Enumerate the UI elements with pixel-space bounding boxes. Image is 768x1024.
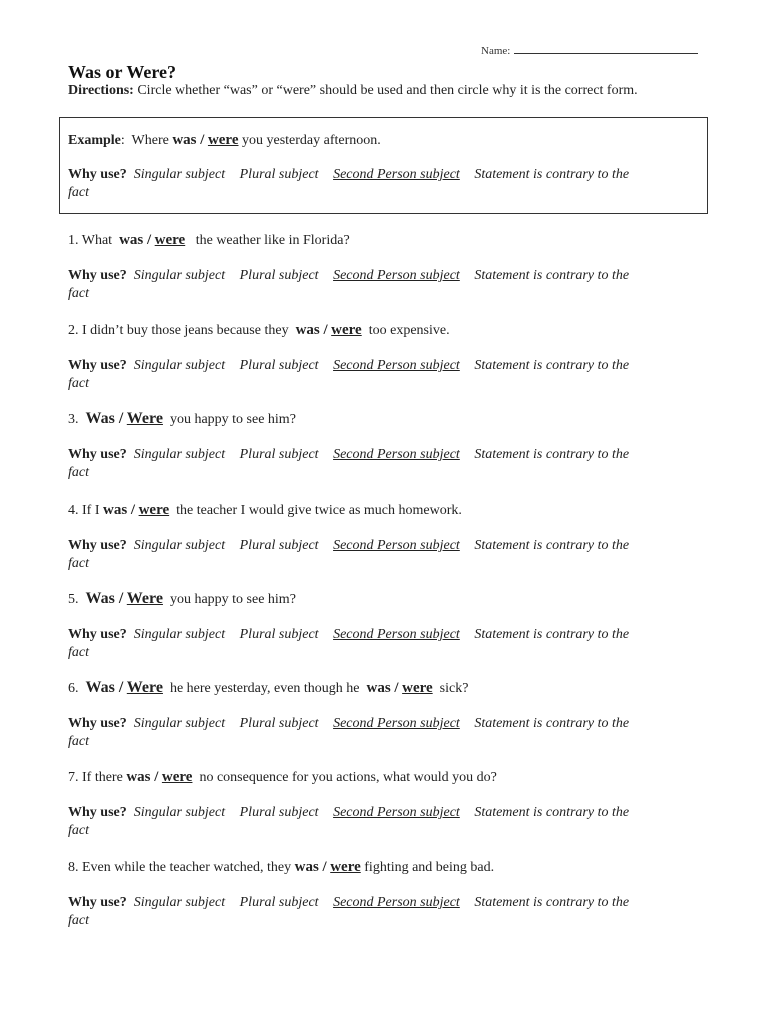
option-contrary-to-fact[interactable]: Statement is contrary to the fact xyxy=(68,627,630,660)
option-singular-subject[interactable]: Singular subject xyxy=(133,358,226,373)
question-text: 4. If I xyxy=(68,503,100,518)
were-choice[interactable]: Were xyxy=(126,590,163,607)
question-text: he here yesterday, even though he xyxy=(169,681,360,696)
why-use-label: Why use? xyxy=(68,447,127,462)
name-blank-line[interactable] xyxy=(514,44,698,54)
example-was-choice[interactable]: was / xyxy=(172,132,205,148)
was-choice[interactable]: was / xyxy=(103,502,136,518)
were-choice[interactable]: Were xyxy=(126,679,163,696)
was-choice-2[interactable]: was / xyxy=(366,680,399,696)
question-4 xyxy=(68,502,462,519)
directions-text: Circle whether “was” or “were” should be used and then circle why it is the correct form. xyxy=(137,83,638,98)
example-post: you yesterday afternoon. xyxy=(241,133,381,148)
was-choice[interactable]: was / xyxy=(294,859,327,875)
was-choice[interactable]: was / xyxy=(295,322,328,338)
question-5 xyxy=(68,590,296,608)
example-sentence: Example: Where was / were you yesterday afternoon. xyxy=(68,132,381,148)
question-text: you happy to see him? xyxy=(169,592,296,607)
were-choice[interactable]: were xyxy=(331,322,362,338)
why-use-label: Why use? xyxy=(68,895,127,910)
option-second-person-subject[interactable]: Second Person subject xyxy=(333,716,460,731)
option-plural-subject[interactable]: Plural subject xyxy=(239,716,319,731)
page-title: Was or Were? xyxy=(68,62,176,82)
why-use-label: Why use? xyxy=(68,268,127,283)
why-use-label: Why use? xyxy=(68,358,127,373)
were-choice[interactable]: Were xyxy=(126,410,163,427)
why-use-4 xyxy=(68,537,688,573)
was-choice[interactable]: Was / xyxy=(85,590,124,607)
option-contrary-to-fact[interactable]: Statement is contrary to the fact xyxy=(68,805,630,838)
name-label: Name: xyxy=(481,45,511,57)
were-choice[interactable]: were xyxy=(154,232,186,248)
why-use-8 xyxy=(68,894,688,930)
were-choice[interactable]: were xyxy=(330,859,361,875)
directions-label: Directions: xyxy=(68,83,134,98)
option-second-person-subject[interactable]: Second Person subject xyxy=(333,627,460,642)
was-choice[interactable]: was / xyxy=(126,769,159,785)
option-plural-subject[interactable]: Plural subject xyxy=(239,167,319,182)
directions xyxy=(68,83,638,99)
option-plural-subject[interactable]: Plural subject xyxy=(239,805,319,820)
why-use-label: Why use? xyxy=(68,627,127,642)
question-text: no consequence for you actions, what would you do? xyxy=(199,770,497,785)
why-use-label: Why use? xyxy=(68,716,127,731)
question-text: 6. xyxy=(68,681,79,696)
why-use-5 xyxy=(68,626,688,662)
why-use-6 xyxy=(68,715,688,751)
option-second-person-subject[interactable]: Second Person subject xyxy=(333,167,460,182)
example-were-choice[interactable]: were xyxy=(207,132,239,148)
example-label: Example xyxy=(68,133,121,148)
were-choice[interactable]: were xyxy=(138,502,170,518)
option-singular-subject[interactable]: Singular subject xyxy=(133,268,226,283)
option-contrary-to-fact[interactable]: Statement is contrary to the fact xyxy=(68,358,630,391)
option-contrary-to-fact[interactable]: Statement is contrary to the fact xyxy=(68,538,630,571)
option-second-person-subject[interactable]: Second Person subject xyxy=(333,805,460,820)
option-plural-subject[interactable]: Plural subject xyxy=(239,627,319,642)
was-choice[interactable]: Was / xyxy=(85,679,124,696)
question-text: 7. If there xyxy=(68,770,123,785)
option-second-person-subject[interactable]: Second Person subject xyxy=(333,268,460,283)
was-choice[interactable]: was / xyxy=(119,232,152,248)
were-choice[interactable]: were xyxy=(161,769,193,785)
option-plural-subject[interactable]: Plural subject xyxy=(239,268,319,283)
question-1 xyxy=(68,232,350,249)
why-use-label: Why use? xyxy=(68,538,127,553)
example-pre: Where xyxy=(131,133,169,148)
option-second-person-subject[interactable]: Second Person subject xyxy=(333,358,460,373)
option-second-person-subject[interactable]: Second Person subject xyxy=(333,538,460,553)
option-contrary-to-fact[interactable]: Statement is contrary to the fact xyxy=(68,447,630,480)
question-text: 8. Even while the teacher watched, they xyxy=(68,860,292,875)
why-use-label: Why use? xyxy=(68,805,127,820)
question-text: sick? xyxy=(439,681,469,696)
option-plural-subject[interactable]: Plural subject xyxy=(239,447,319,462)
option-second-person-subject[interactable]: Second Person subject xyxy=(333,447,460,462)
question-8 xyxy=(68,859,494,876)
option-singular-subject[interactable]: Singular subject xyxy=(133,716,226,731)
option-plural-subject[interactable]: Plural subject xyxy=(239,358,319,373)
why-use-3 xyxy=(68,446,688,482)
option-singular-subject[interactable]: Singular subject xyxy=(133,805,226,820)
option-contrary-to-fact[interactable]: Statement is contrary to the fact xyxy=(68,895,630,928)
question-text: the weather like in Florida? xyxy=(195,233,350,248)
option-singular-subject[interactable]: Singular subject xyxy=(133,627,226,642)
were-choice-2[interactable]: were xyxy=(402,680,433,696)
question-7 xyxy=(68,769,497,786)
question-text: 2. I didn’t buy those jeans because they xyxy=(68,323,289,338)
question-6 xyxy=(68,679,468,697)
option-second-person-subject[interactable]: Second Person subject xyxy=(333,895,460,910)
option-plural-subject[interactable]: Plural subject xyxy=(239,538,319,553)
option-plural-subject[interactable]: Plural subject xyxy=(239,895,319,910)
question-text: too expensive. xyxy=(368,323,450,338)
question-text: 3. xyxy=(68,412,79,427)
question-text: 5. xyxy=(68,592,79,607)
why-use-label: Why use? xyxy=(68,167,127,182)
was-choice[interactable]: Was / xyxy=(85,410,124,427)
example-why-use xyxy=(68,166,688,202)
question-2 xyxy=(68,322,450,339)
option-singular-subject[interactable]: Singular subject xyxy=(133,447,226,462)
option-singular-subject[interactable]: Singular subject xyxy=(133,895,226,910)
option-contrary-to-fact[interactable]: Statement is contrary to the fact xyxy=(68,716,630,749)
question-text: the teacher I would give twice as much homework. xyxy=(176,503,462,518)
why-use-2 xyxy=(68,357,688,393)
why-use-1 xyxy=(68,267,688,303)
option-contrary-to-fact[interactable]: Statement is contrary to the fact xyxy=(68,268,630,301)
question-3 xyxy=(68,410,296,428)
question-text: 1. What xyxy=(68,233,113,248)
question-text: you happy to see him? xyxy=(169,412,296,427)
name-field[interactable] xyxy=(481,44,698,57)
option-singular-subject[interactable]: Singular subject xyxy=(133,167,226,182)
question-text: fighting and being bad. xyxy=(364,860,495,875)
why-use-7 xyxy=(68,804,688,840)
option-contrary-to-fact[interactable]: Statement is contrary to the fact xyxy=(68,167,630,200)
option-singular-subject[interactable]: Singular subject xyxy=(133,538,226,553)
